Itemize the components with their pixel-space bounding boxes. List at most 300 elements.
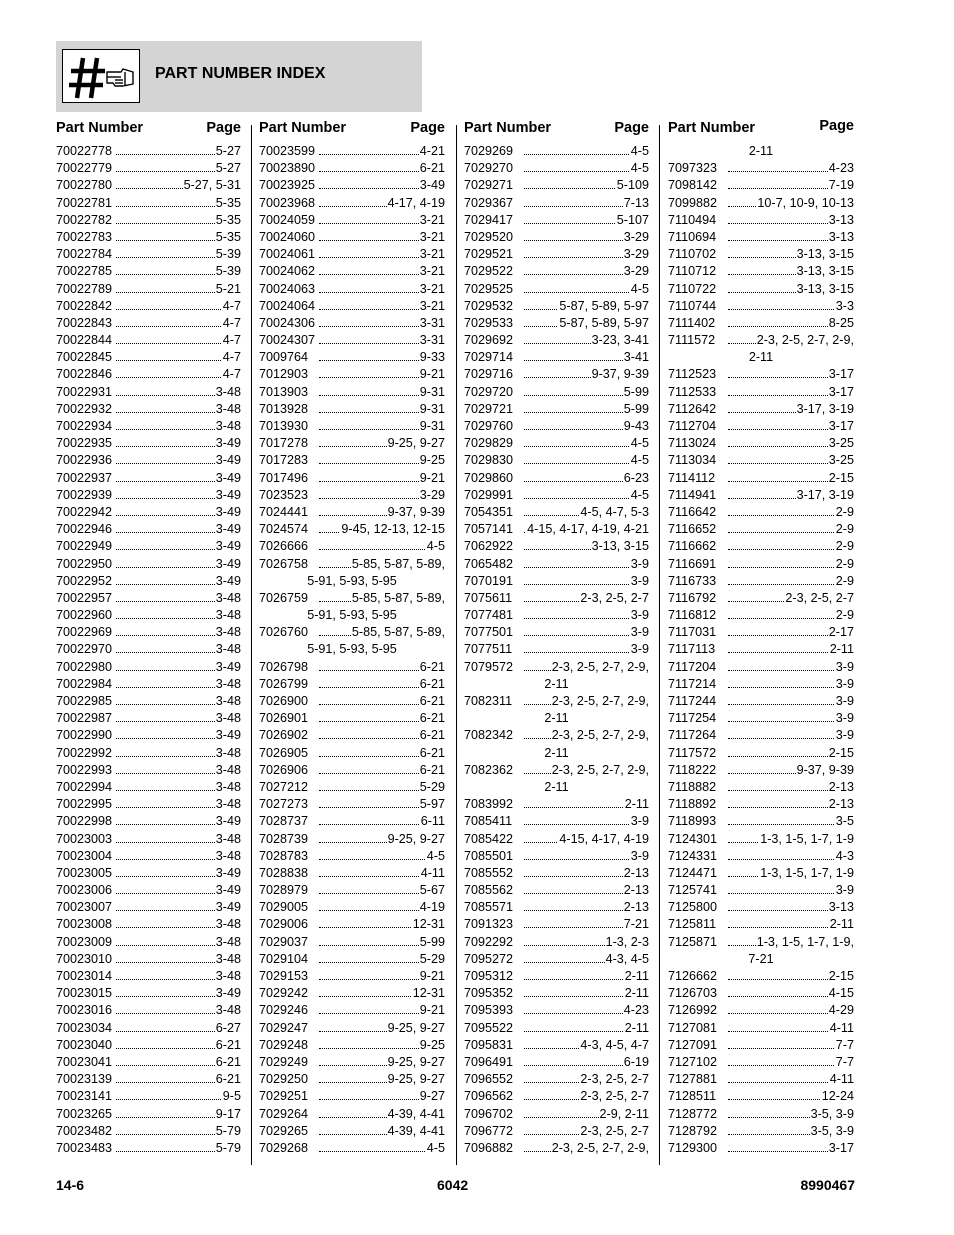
page-reference: 4-7 bbox=[222, 366, 241, 383]
page-reference: 2-13 bbox=[623, 882, 649, 899]
part-number: 7026799 bbox=[259, 676, 309, 693]
page-reference: 6-21 bbox=[215, 1054, 241, 1071]
page-reference: 3-9 bbox=[630, 813, 649, 830]
dot-leader bbox=[116, 343, 239, 344]
part-number: 70023041 bbox=[56, 1054, 113, 1071]
page-reference: 3-48 bbox=[215, 401, 241, 418]
index-entry bbox=[259, 401, 445, 418]
dot-leader bbox=[728, 584, 852, 585]
part-number: 7110702 bbox=[668, 246, 717, 263]
page-reference: 3-49 bbox=[215, 556, 241, 573]
part-number: 7113034 bbox=[668, 452, 717, 469]
page-reference: 2-3, 2-5, 2-7 bbox=[579, 590, 649, 607]
index-entry bbox=[464, 641, 649, 658]
index-entry bbox=[668, 298, 854, 315]
page-reference: 9-27 bbox=[419, 1088, 445, 1105]
page-reference: 2-9 bbox=[835, 521, 854, 538]
page-reference: 3-9 bbox=[630, 641, 649, 658]
index-entry bbox=[56, 229, 241, 246]
page-reference: 6-21 bbox=[215, 1037, 241, 1054]
index-entry-continuation bbox=[464, 676, 649, 693]
page-reference: 3-48 bbox=[215, 745, 241, 762]
part-number: 7095312 bbox=[464, 968, 514, 985]
index-entry bbox=[259, 538, 445, 555]
page-reference: 4-5 bbox=[426, 848, 445, 865]
page-reference: 7-21 bbox=[623, 916, 649, 933]
index-entry bbox=[56, 779, 241, 796]
dot-leader bbox=[319, 549, 443, 550]
page-reference: 3-29 bbox=[419, 487, 445, 504]
part-number: 70023040 bbox=[56, 1037, 113, 1054]
part-number: 7012903 bbox=[259, 366, 309, 383]
page-reference: 3-49 bbox=[215, 435, 241, 452]
index-entry-continuation bbox=[464, 710, 649, 727]
page-reference: 3-48 bbox=[215, 624, 241, 641]
page-reference: 3-49 bbox=[215, 899, 241, 916]
index-entry bbox=[464, 538, 649, 555]
part-number-heading: Part Number bbox=[668, 120, 756, 136]
part-number: 7029246 bbox=[259, 1002, 309, 1019]
dot-leader bbox=[728, 859, 852, 860]
index-entry bbox=[259, 470, 445, 487]
dot-leader bbox=[728, 1048, 852, 1049]
page-reference: 2-11 bbox=[544, 779, 569, 794]
part-number: 70023925 bbox=[259, 177, 316, 194]
index-entry-continuation bbox=[464, 745, 649, 762]
page-reference: 9-25, 9-27 bbox=[387, 1054, 445, 1071]
page-reference: 3-48 bbox=[215, 418, 241, 435]
index-entry bbox=[464, 298, 649, 315]
part-number: 70022995 bbox=[56, 796, 113, 813]
page-reference: 9-25 bbox=[419, 1037, 445, 1054]
page-reference: 2-11 bbox=[624, 1020, 649, 1037]
page-reference: 2-9 bbox=[835, 573, 854, 590]
part-number: 70023008 bbox=[56, 916, 113, 933]
part-number: 7116662 bbox=[668, 538, 717, 555]
page-reference: 4-5 bbox=[630, 435, 649, 452]
page-heading: Page bbox=[410, 120, 445, 136]
index-entry bbox=[259, 693, 445, 710]
part-number: 70022949 bbox=[56, 538, 113, 555]
part-number: 7029247 bbox=[259, 1020, 309, 1037]
dot-leader bbox=[524, 859, 647, 860]
dot-leader bbox=[524, 446, 647, 447]
page-reference: 3-31 bbox=[419, 332, 445, 349]
page-reference: 3-31 bbox=[419, 315, 445, 332]
index-entry bbox=[56, 590, 241, 607]
page-reference: 2-15 bbox=[828, 968, 854, 985]
index-entry bbox=[464, 177, 649, 194]
page-reference: 5-91, 5-93, 5-95 bbox=[307, 608, 397, 623]
page-reference: 6-23 bbox=[623, 470, 649, 487]
part-number: 7082311 bbox=[464, 693, 513, 710]
page-reference: 2-15 bbox=[828, 470, 854, 487]
part-number: 7077481 bbox=[464, 607, 514, 624]
part-number: 7029270 bbox=[464, 160, 514, 177]
part-number: 7029721 bbox=[464, 401, 514, 418]
index-entry bbox=[259, 298, 445, 315]
part-number: 7110712 bbox=[668, 263, 717, 280]
index-entry bbox=[56, 435, 241, 452]
dot-leader bbox=[524, 154, 647, 155]
part-number: 7085571 bbox=[464, 899, 514, 916]
part-number: 7029268 bbox=[259, 1140, 309, 1157]
dot-leader bbox=[116, 360, 239, 361]
part-number: 7124301 bbox=[668, 831, 718, 848]
index-entry bbox=[668, 1088, 854, 1105]
part-number: 7027273 bbox=[259, 796, 309, 813]
page-reference: 3-49 bbox=[215, 504, 241, 521]
index-entry bbox=[464, 985, 649, 1002]
part-number: 70022778 bbox=[56, 143, 113, 160]
part-number: 7117113 bbox=[668, 641, 716, 658]
part-number: 70022780 bbox=[56, 177, 113, 194]
dot-leader bbox=[116, 1099, 239, 1100]
page-reference: 5-87, 5-89, 5-97 bbox=[558, 298, 649, 315]
part-number: 7117031 bbox=[668, 624, 717, 641]
index-entry bbox=[668, 676, 854, 693]
page-reference: 3-48 bbox=[215, 934, 241, 951]
part-number: 7095522 bbox=[464, 1020, 514, 1037]
part-number: 70022932 bbox=[56, 401, 113, 418]
index-entry bbox=[56, 968, 241, 985]
part-number: 7029525 bbox=[464, 281, 514, 298]
index-entry bbox=[464, 573, 649, 590]
page-reference: 3-48 bbox=[215, 710, 241, 727]
part-number: 70024061 bbox=[259, 246, 316, 263]
part-number: 7026905 bbox=[259, 745, 309, 762]
index-entry bbox=[259, 1140, 445, 1157]
header-bar bbox=[56, 41, 422, 112]
page-reference: 5-85, 5-87, 5-89, bbox=[351, 590, 445, 607]
part-number: 7085562 bbox=[464, 882, 514, 899]
index-entry bbox=[464, 934, 649, 951]
page-reference: 5-29 bbox=[419, 951, 445, 968]
page-reference: 4-23 bbox=[623, 1002, 649, 1019]
page-reference: 3-17, 3-19 bbox=[796, 401, 854, 418]
index-entry bbox=[259, 1037, 445, 1054]
page-reference: 4-19 bbox=[419, 899, 445, 916]
page-reference: 2-3, 2-5, 2-7 bbox=[579, 1123, 649, 1140]
part-number: 7029037 bbox=[259, 934, 309, 951]
page-reference: 4-39, 4-41 bbox=[387, 1106, 445, 1123]
part-number: 7029692 bbox=[464, 332, 514, 349]
page-reference: 5-27 bbox=[215, 160, 241, 177]
page-reference: 9-21 bbox=[419, 1002, 445, 1019]
part-number: 7029760 bbox=[464, 418, 514, 435]
page-reference: 6-21 bbox=[419, 659, 445, 676]
page-reference: 2-11 bbox=[544, 745, 569, 760]
part-number: 7114941 bbox=[668, 487, 717, 504]
index-entry bbox=[464, 916, 649, 933]
page-reference: 12-31 bbox=[412, 916, 445, 933]
part-number: 7097323 bbox=[668, 160, 718, 177]
part-number: 7083992 bbox=[464, 796, 514, 813]
index-entry bbox=[56, 624, 241, 641]
index-entry bbox=[56, 916, 241, 933]
index-entry bbox=[259, 882, 445, 899]
index-entry bbox=[259, 745, 445, 762]
index-entry bbox=[464, 229, 649, 246]
hash-pointing-hand-icon bbox=[62, 49, 140, 103]
page-reference: 4-15, 4-17, 4-19, 4-21 bbox=[526, 521, 649, 538]
page-reference: 4-23 bbox=[828, 160, 854, 177]
dot-leader bbox=[524, 498, 647, 499]
index-entry bbox=[56, 762, 241, 779]
part-number: 7095393 bbox=[464, 1002, 514, 1019]
part-number: 7028737 bbox=[259, 813, 309, 830]
page-reference: 2-9 bbox=[835, 607, 854, 624]
dot-leader bbox=[728, 704, 852, 705]
index-entry bbox=[464, 624, 649, 641]
index-entry bbox=[259, 899, 445, 916]
page-reference: 2-13 bbox=[623, 899, 649, 916]
index-entry bbox=[668, 934, 854, 951]
index-entry bbox=[56, 487, 241, 504]
part-number: 70022950 bbox=[56, 556, 113, 573]
part-number: 7112704 bbox=[668, 418, 717, 435]
part-number: 70023006 bbox=[56, 882, 113, 899]
index-entry bbox=[56, 796, 241, 813]
page-reference: 3-48 bbox=[215, 607, 241, 624]
index-entry bbox=[259, 177, 445, 194]
page-reference: 3-49 bbox=[215, 452, 241, 469]
index-entry bbox=[464, 349, 649, 366]
part-number-heading: Part Number bbox=[259, 120, 347, 136]
dot-leader bbox=[728, 309, 852, 310]
part-number: 7118222 bbox=[668, 762, 717, 779]
index-entry bbox=[56, 246, 241, 263]
page-reference: 3-17 bbox=[828, 366, 854, 383]
part-number: 7029251 bbox=[259, 1088, 309, 1105]
part-number: 7077501 bbox=[464, 624, 514, 641]
page-reference: 3-49 bbox=[215, 573, 241, 590]
index-entry bbox=[56, 298, 241, 315]
part-number: 7027212 bbox=[259, 779, 309, 796]
index-entry bbox=[464, 1002, 649, 1019]
page-reference: 4-5 bbox=[630, 281, 649, 298]
index-entry bbox=[259, 779, 445, 796]
page-reference: 3-23, 3-41 bbox=[591, 332, 649, 349]
index-entry bbox=[259, 865, 445, 882]
index-entry bbox=[464, 160, 649, 177]
index-entry bbox=[464, 848, 649, 865]
part-number: 7111402 bbox=[668, 315, 716, 332]
dot-leader bbox=[524, 584, 647, 585]
page-reference: 6-21 bbox=[419, 727, 445, 744]
page-reference: 5-99 bbox=[623, 401, 649, 418]
index-entry bbox=[464, 727, 649, 744]
page-reference: 7-19 bbox=[828, 177, 854, 194]
part-number: 7082362 bbox=[464, 762, 514, 779]
index-entry bbox=[259, 435, 445, 452]
part-number: 7026760 bbox=[259, 624, 309, 641]
part-number: 7095831 bbox=[464, 1037, 514, 1054]
index-entry bbox=[259, 504, 445, 521]
part-number: 70024064 bbox=[259, 298, 316, 315]
part-number: 7024441 bbox=[259, 504, 309, 521]
column-divider bbox=[251, 125, 252, 1165]
index-entry bbox=[56, 951, 241, 968]
page-reference: 4-11 bbox=[829, 1071, 854, 1088]
page-reference: 3-5, 3-9 bbox=[810, 1106, 854, 1123]
page-reference: 3-48 bbox=[215, 384, 241, 401]
part-number: 7126662 bbox=[668, 968, 718, 985]
part-number: 7116812 bbox=[668, 607, 717, 624]
part-number: 7125741 bbox=[668, 882, 718, 899]
index-entry bbox=[464, 246, 649, 263]
dot-leader bbox=[524, 567, 647, 568]
part-number: 7026666 bbox=[259, 538, 309, 555]
index-entry bbox=[56, 452, 241, 469]
part-number: 7029522 bbox=[464, 263, 514, 280]
index-entry bbox=[56, 281, 241, 298]
part-number: 70023141 bbox=[56, 1088, 113, 1105]
part-number: 70022783 bbox=[56, 229, 113, 246]
dot-leader bbox=[728, 549, 852, 550]
part-number: 70022960 bbox=[56, 607, 113, 624]
part-number: 7116652 bbox=[668, 521, 717, 538]
page-reference: 3-25 bbox=[828, 452, 854, 469]
page-reference: 2-15 bbox=[828, 745, 854, 762]
index-entry bbox=[668, 160, 854, 177]
column-divider bbox=[659, 125, 660, 1165]
index-entry bbox=[56, 195, 241, 212]
column-header bbox=[56, 118, 241, 138]
page-reference: 2-3, 2-5, 2-7, 2-9, bbox=[551, 727, 649, 744]
index-entry bbox=[668, 659, 854, 676]
index-entry bbox=[259, 263, 445, 280]
page-reference: 7-13 bbox=[623, 195, 649, 212]
page-reference: 2-11 bbox=[829, 641, 854, 658]
part-number: 70024059 bbox=[259, 212, 316, 229]
part-number: 70022984 bbox=[56, 676, 113, 693]
index-entry bbox=[464, 504, 649, 521]
part-number: 7029264 bbox=[259, 1106, 309, 1123]
index-entry bbox=[259, 246, 445, 263]
part-number: 7085411 bbox=[464, 813, 513, 830]
index-entry bbox=[668, 1020, 854, 1037]
index-entry bbox=[464, 418, 649, 435]
part-number: 7026798 bbox=[259, 659, 309, 676]
index-entry bbox=[56, 882, 241, 899]
index-entry bbox=[464, 1140, 649, 1157]
part-number: 7029830 bbox=[464, 452, 514, 469]
part-number: 7077511 bbox=[464, 641, 513, 658]
page-reference: 6-21 bbox=[419, 745, 445, 762]
part-number: 7126703 bbox=[668, 985, 718, 1002]
part-number: 7117214 bbox=[668, 676, 717, 693]
index-entry bbox=[56, 384, 241, 401]
part-number: 7112523 bbox=[668, 366, 717, 383]
part-number: 70022785 bbox=[56, 263, 113, 280]
part-number: 7017283 bbox=[259, 452, 309, 469]
part-number: 7099882 bbox=[668, 195, 718, 212]
part-number: 7092292 bbox=[464, 934, 514, 951]
index-entry bbox=[56, 315, 241, 332]
page-reference: 5-79 bbox=[215, 1123, 241, 1140]
dot-leader bbox=[524, 463, 647, 464]
page-reference: 5-87, 5-89, 5-97 bbox=[558, 315, 649, 332]
index-entry bbox=[464, 556, 649, 573]
index-entry bbox=[259, 1020, 445, 1037]
page-reference: 4-11 bbox=[420, 865, 445, 882]
page-reference: 3-48 bbox=[215, 641, 241, 658]
part-number: 7114112 bbox=[668, 470, 716, 487]
index-entry bbox=[56, 332, 241, 349]
page-reference: 8-25 bbox=[828, 315, 854, 332]
index-entry bbox=[668, 504, 854, 521]
page-reference: 5-39 bbox=[215, 263, 241, 280]
page-reference: 4-29 bbox=[828, 1002, 854, 1019]
dot-leader bbox=[524, 635, 647, 636]
part-number: 7096772 bbox=[464, 1123, 514, 1140]
part-number-heading: Part Number bbox=[56, 120, 144, 136]
index-entry bbox=[464, 435, 649, 452]
page-reference: 3-21 bbox=[419, 229, 445, 246]
index-entry bbox=[668, 1037, 854, 1054]
page-reference: 9-21 bbox=[419, 366, 445, 383]
index-entry bbox=[668, 831, 854, 848]
page-reference: 5-99 bbox=[623, 384, 649, 401]
index-entry bbox=[464, 366, 649, 383]
index-entry bbox=[668, 470, 854, 487]
page-reference: 3-48 bbox=[215, 916, 241, 933]
part-number: 7029005 bbox=[259, 899, 309, 916]
index-entry bbox=[56, 177, 241, 194]
part-number: 7117204 bbox=[668, 659, 717, 676]
page-reference: 3-49 bbox=[215, 470, 241, 487]
part-number: 7116642 bbox=[668, 504, 717, 521]
page-reference: 4-11 bbox=[829, 1020, 854, 1037]
index-entry bbox=[56, 1140, 241, 1157]
part-number: 70022782 bbox=[56, 212, 113, 229]
index-entry bbox=[464, 470, 649, 487]
index-entry bbox=[259, 452, 445, 469]
page-reference: 9-33 bbox=[419, 349, 445, 366]
page-reference: 3-9 bbox=[630, 848, 649, 865]
index-entry bbox=[668, 710, 854, 727]
index-entry bbox=[56, 745, 241, 762]
index-entry bbox=[464, 332, 649, 349]
part-number: 7026900 bbox=[259, 693, 309, 710]
page-reference: 5-67 bbox=[419, 882, 445, 899]
index-entry bbox=[56, 401, 241, 418]
index-entry bbox=[56, 641, 241, 658]
index-entry bbox=[464, 899, 649, 916]
part-number: 7116733 bbox=[668, 573, 717, 590]
part-number: 7117254 bbox=[668, 710, 717, 727]
part-number: 70022843 bbox=[56, 315, 113, 332]
index-entry bbox=[259, 762, 445, 779]
part-number: 70022931 bbox=[56, 384, 113, 401]
index-entry bbox=[464, 1106, 649, 1123]
part-number: 7029271 bbox=[464, 177, 514, 194]
part-number: 7029714 bbox=[464, 349, 514, 366]
index-entry bbox=[668, 590, 854, 607]
part-number: 70022846 bbox=[56, 366, 113, 383]
page-reference: 3-49 bbox=[215, 865, 241, 882]
index-entry bbox=[464, 212, 649, 229]
part-number: 7026901 bbox=[259, 710, 309, 727]
page-heading: Page bbox=[206, 120, 241, 136]
part-number: 7118882 bbox=[668, 779, 717, 796]
index-entry bbox=[668, 435, 854, 452]
page-reference: 3-48 bbox=[215, 590, 241, 607]
index-entry bbox=[259, 487, 445, 504]
dot-leader bbox=[524, 171, 647, 172]
part-number: 7079572 bbox=[464, 659, 514, 676]
